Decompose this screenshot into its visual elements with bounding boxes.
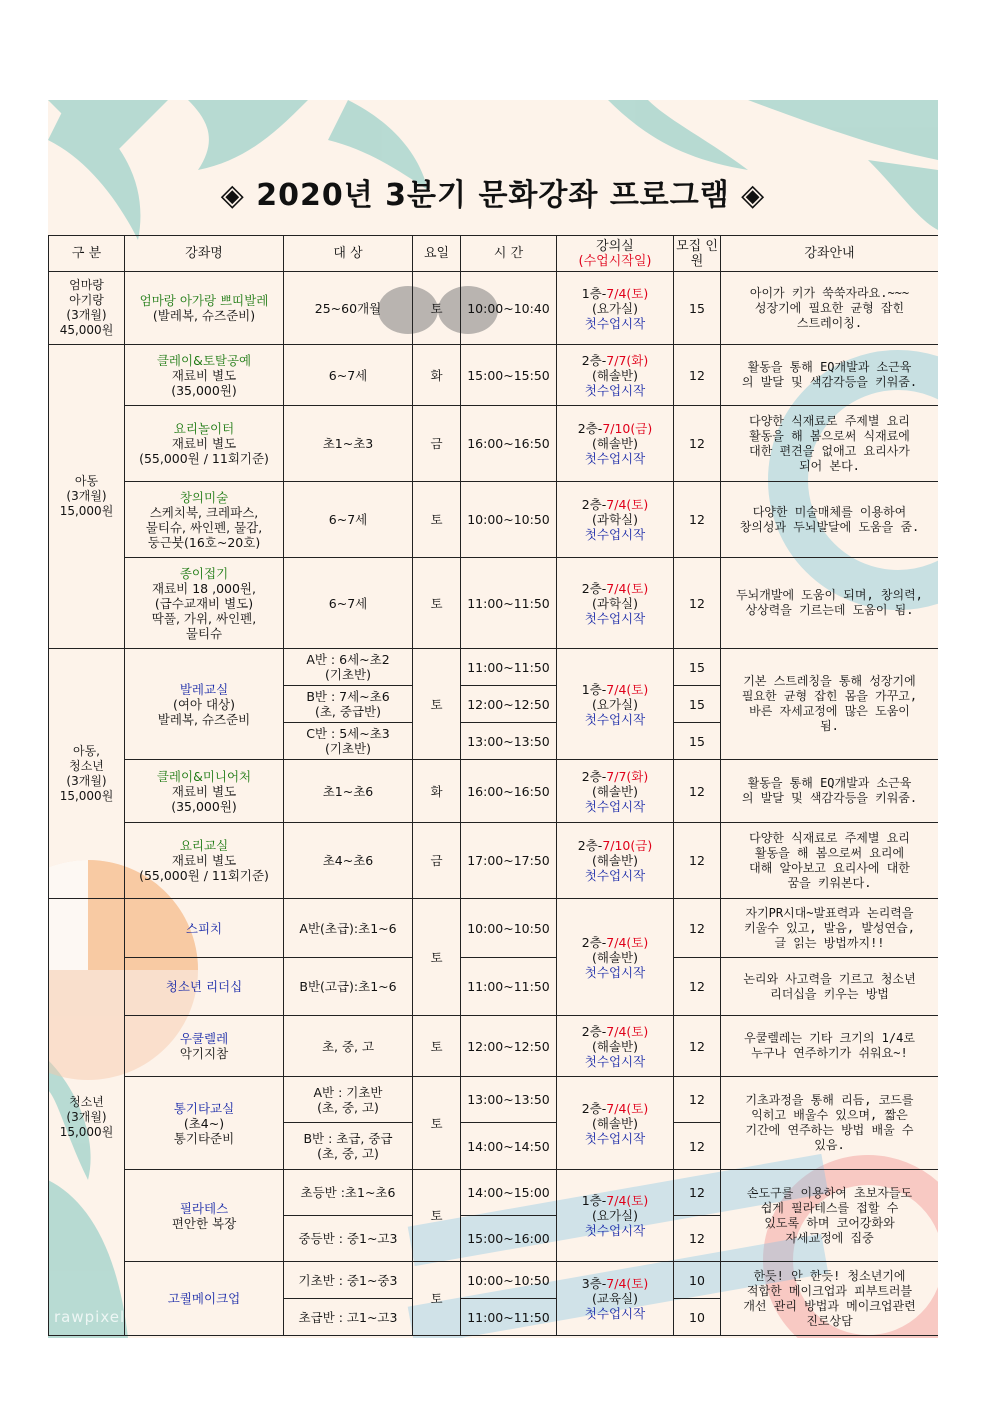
room-cell: 2층-7/7(화) (해솔반) 첫수업시작 <box>557 345 674 406</box>
target-cell: 6~7세 <box>284 345 413 406</box>
page-title: ◈ 2020년 3분기 문화강좌 프로그램 ◈ <box>220 178 766 213</box>
info-cell: 논리와 사고력을 기르고 청소년 리더십을 키우는 방법 <box>721 958 939 1016</box>
capacity-cell: 12 <box>674 1016 721 1077</box>
header-course: 강좌명 <box>125 236 284 272</box>
target-cell: A반(초급):초1~6 <box>284 899 413 958</box>
course-cell: 요리놀이터 재료비 별도 (55,000원 / 11회기준) <box>125 406 284 482</box>
target-cell: 기초반 : 중1~중3 <box>284 1262 413 1299</box>
header-time: 시 간 <box>461 236 557 272</box>
table-row <box>49 345 939 406</box>
target-cell: 초1~초3 <box>284 406 413 482</box>
time-cell: 10:00~10:50 <box>461 482 557 558</box>
target-cell: A반 : 기초반 (초, 중, 고) <box>284 1077 413 1123</box>
room-cell: 2층-7/4(토) (해솔반) 첫수업시작 <box>557 1016 674 1077</box>
capacity-cell: 12 <box>674 345 721 406</box>
target-cell: 6~7세 <box>284 558 413 649</box>
target-cell: B반 : 7세~초6 (초, 중급반) <box>284 686 413 723</box>
day-cell: 금 <box>413 406 461 482</box>
capacity-cell: 15 <box>674 272 721 345</box>
course-cell: 통기타교실 (초4~) 통기타준비 <box>125 1077 284 1170</box>
watermark: rawpixel <box>54 1308 126 1326</box>
target-cell: 초급반 : 고1~고3 <box>284 1299 413 1336</box>
room-cell: 1층-7/4(토) (요가실) 첫수업시작 <box>557 1170 674 1262</box>
time-cell: 17:00~17:50 <box>461 823 557 899</box>
capacity-cell: 12 <box>674 1077 721 1123</box>
course-cell: 청소년 리더십 <box>125 958 284 1016</box>
course-cell: 필라테스 편안한 복장 <box>125 1170 284 1262</box>
time-cell: 14:00~14:50 <box>461 1123 557 1170</box>
info-cell: 활동을 통해 EQ개발과 소근육 의 발달 및 색감각등을 키워줌. <box>721 345 939 406</box>
time-cell: 13:00~13:50 <box>461 723 557 760</box>
time-cell: 11:00~11:50 <box>461 958 557 1016</box>
info-cell: 아이가 키가 쑥쑥자라요.~~~ 성장기에 필요한 균형 잡힌 스트레이칭. <box>721 272 939 345</box>
table-row <box>49 649 939 686</box>
day-cell: 토 <box>413 1016 461 1077</box>
capacity-cell: 12 <box>674 1123 721 1170</box>
time-cell: 10:00~10:50 <box>461 1262 557 1299</box>
capacity-cell: 12 <box>674 1216 721 1262</box>
time-cell: 13:00~13:50 <box>461 1077 557 1123</box>
time-cell: 16:00~16:50 <box>461 406 557 482</box>
time-cell: 15:00~15:50 <box>461 345 557 406</box>
course-cell: 클레이&토탈공예 재료비 별도 (35,000원) <box>125 345 284 406</box>
target-cell: 초등반 :초1~초6 <box>284 1170 413 1216</box>
course-cell: 우쿨렐레 악기지참 <box>125 1016 284 1077</box>
room-cell: 3층-7/4(토) (교육실) 첫수업시작 <box>557 1262 674 1336</box>
category-cell-child-teen: 아동, 청소년 (3개월) 15,000원 <box>49 649 125 899</box>
header-room: 강의실 (수업시작일) <box>557 236 674 272</box>
time-cell: 11:00~11:50 <box>461 649 557 686</box>
capacity-cell: 12 <box>674 958 721 1016</box>
day-cell: 토 <box>413 558 461 649</box>
day-cell: 화 <box>413 760 461 823</box>
room-cell: 2층-7/4(토) (과학실) 첫수업시작 <box>557 482 674 558</box>
course-cell: 발레교실 (여아 대상) 발레복, 슈즈준비 <box>125 649 284 760</box>
capacity-cell: 15 <box>674 649 721 686</box>
capacity-cell: 12 <box>674 760 721 823</box>
course-cell: 고퀄메이크업 <box>125 1262 284 1336</box>
day-cell: 화 <box>413 345 461 406</box>
day-cell: 토 <box>413 1170 461 1262</box>
target-cell: 25~60개월 <box>284 272 413 345</box>
info-cell: 활동을 통해 EQ개발과 소근육 의 발달 및 색감각등을 키워줌. <box>721 760 939 823</box>
day-cell: 금 <box>413 823 461 899</box>
target-cell: A반 : 6세~초2 (기초반) <box>284 649 413 686</box>
header-target: 대 상 <box>284 236 413 272</box>
info-cell: 한듯! 안 한듯! 청소년기에 적합한 메이크업과 피부트러블 개선 관리 방법과 메이크업관련 진로상담 <box>721 1262 939 1336</box>
category-cell-baby: 엄마랑 아기랑 (3개월) 45,000원 <box>49 272 125 345</box>
time-cell: 16:00~16:50 <box>461 760 557 823</box>
target-cell: 중등반 : 중1~고3 <box>284 1216 413 1262</box>
table-row <box>49 958 939 1016</box>
target-cell: C반 : 5세~초3 (기초반) <box>284 723 413 760</box>
poster <box>48 100 938 1338</box>
header-category: 구 분 <box>49 236 125 272</box>
header-day: 요일 <box>413 236 461 272</box>
info-cell: 다양한 미술매체를 이용하여 창의성과 두뇌발달에 도움을 줌. <box>721 482 939 558</box>
capacity-cell: 12 <box>674 899 721 958</box>
capacity-cell: 10 <box>674 1262 721 1299</box>
info-cell: 기초과정을 통해 리듬, 코드를 익히고 배울수 있으며, 짧은 기간에 연주하는 방법 배울 수 있음. <box>721 1077 939 1170</box>
room-cell: 2층-7/10(금) (해솔반) 첫수업시작 <box>557 406 674 482</box>
info-cell: 우쿨렐레는 기타 크기의 1/4로 누구나 연주하기가 쉬워요~! <box>721 1016 939 1077</box>
room-cell: 2층-7/4(토) (해솔반) 첫수업시작 <box>557 899 674 1016</box>
table-row <box>49 1262 939 1299</box>
target-cell: 초4~초6 <box>284 823 413 899</box>
room-cell: 2층-7/4(토) (해솔반) 첫수업시작 <box>557 1077 674 1170</box>
target-cell: 6~7세 <box>284 482 413 558</box>
room-cell: 1층-7/4(토) (요가실) 첫수업시작 <box>557 272 674 345</box>
day-cell: 토 <box>413 272 461 345</box>
room-cell: 1층-7/4(토) (요가실) 첫수업시작 <box>557 649 674 760</box>
header-capacity: 모집 인원 <box>674 236 721 272</box>
time-cell: 14:00~15:00 <box>461 1170 557 1216</box>
room-cell: 2층-7/4(토) (과학실) 첫수업시작 <box>557 558 674 649</box>
table-row <box>49 406 939 482</box>
course-cell: 스피치 <box>125 899 284 958</box>
header-info: 강좌안내 <box>721 236 939 272</box>
time-cell: 11:00~11:50 <box>461 1299 557 1336</box>
target-cell: 초, 중, 고 <box>284 1016 413 1077</box>
course-cell: 클레이&미니어처 재료비 별도 (35,000원) <box>125 760 284 823</box>
room-cell: 2층-7/10(금) (해솔반) 첫수업시작 <box>557 823 674 899</box>
info-cell: 다양한 식재료로 주제별 요리 활동을 해 봄으로써 식재료에 대한 편견을 없애고 요리사가 되어 본다. <box>721 406 939 482</box>
capacity-cell: 10 <box>674 1299 721 1336</box>
day-cell: 토 <box>413 482 461 558</box>
info-cell: 두뇌개발에 도움이 되며, 창의력, 상상력을 기르는데 도움이 됨. <box>721 558 939 649</box>
category-cell-teen: 청소년 (3개월) 15,000원 <box>49 899 125 1336</box>
course-cell: 엄마랑 아가랑 쁘띠발레 (발레복, 슈즈준비) <box>125 272 284 345</box>
table-row <box>49 558 939 649</box>
day-cell: 토 <box>413 899 461 1016</box>
table-row <box>49 482 939 558</box>
table-row <box>49 1016 939 1077</box>
target-cell: B반 : 초급, 중급 (초, 중, 고) <box>284 1123 413 1170</box>
schedule-table <box>48 235 938 1336</box>
table-row <box>49 760 939 823</box>
capacity-cell: 12 <box>674 482 721 558</box>
room-cell: 2층-7/7(화) (해솔반) 첫수업시작 <box>557 760 674 823</box>
time-cell: 10:00~10:50 <box>461 899 557 958</box>
info-cell: 다양한 식재료로 주제별 요리 활동을 해 봄으로써 요리에 대해 알아보고 요리사에 대한 꿈을 키워본다. <box>721 823 939 899</box>
time-cell: 11:00~11:50 <box>461 558 557 649</box>
target-cell: B반(고급):초1~6 <box>284 958 413 1016</box>
day-cell: 토 <box>413 1262 461 1336</box>
info-cell: 기본 스트레칭을 통해 성장기에 필요한 균형 잡힌 몸을 가꾸고, 바른 자세교정에 많은 도움이 됨. <box>721 649 939 760</box>
day-cell: 토 <box>413 649 461 760</box>
capacity-cell: 12 <box>674 823 721 899</box>
course-cell: 요리교실 재료비 별도 (55,000원 / 11회기준) <box>125 823 284 899</box>
time-cell: 10:00~10:40 <box>461 272 557 345</box>
capacity-cell: 12 <box>674 406 721 482</box>
table-row <box>49 1077 939 1123</box>
time-cell: 15:00~16:00 <box>461 1216 557 1262</box>
day-cell: 토 <box>413 1077 461 1170</box>
time-cell: 12:00~12:50 <box>461 1016 557 1077</box>
info-cell: 손도구를 이용하여 초보자들도 쉽게 필라테스를 접할 수 있도록 하며 코어강화와 자세교정에 집중 <box>721 1170 939 1262</box>
table-header-row <box>49 236 939 272</box>
capacity-cell: 15 <box>674 686 721 723</box>
table-row <box>49 272 939 345</box>
info-cell: 자기PR시대~발표력과 논리력을 키울수 있고, 발음, 발성연습, 글 읽는 방법까지!! <box>721 899 939 958</box>
table-row <box>49 899 939 958</box>
capacity-cell: 15 <box>674 723 721 760</box>
time-cell: 12:00~12:50 <box>461 686 557 723</box>
course-cell: 창의미술 스케치북, 크레파스, 물티슈, 싸인펜, 물감, 둥근붓(16호~20호) <box>125 482 284 558</box>
category-cell-child: 아동 (3개월) 15,000원 <box>49 345 125 649</box>
course-cell: 종이접기 재료비 18 ,000원, (급수교재비 별도) 딱풀, 가위, 싸인펜, 물티슈 <box>125 558 284 649</box>
capacity-cell: 12 <box>674 1170 721 1216</box>
capacity-cell: 12 <box>674 558 721 649</box>
table-row <box>49 823 939 899</box>
table-row <box>49 1170 939 1216</box>
target-cell: 초1~초6 <box>284 760 413 823</box>
